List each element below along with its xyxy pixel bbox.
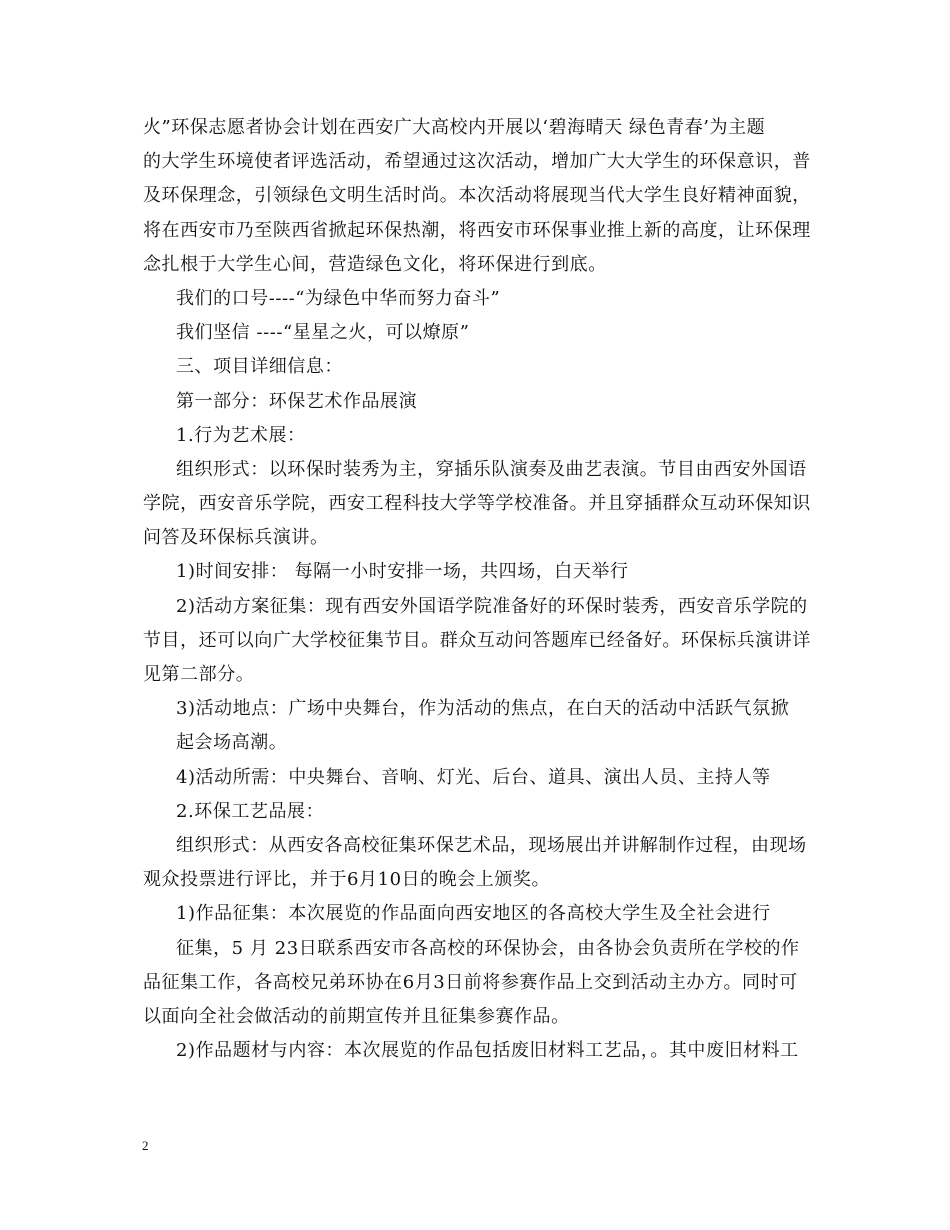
text-line: 学院，西安音乐学院，西安工程科技大学等学校准备。并且穿插群众互动环保知识 xyxy=(143,493,811,515)
text-line: 见第二部分。 xyxy=(143,664,255,685)
text-line: 火”环保志愿者协会计划在西安广大高校内开展以‘碧海晴天 绿色青春’为主题 xyxy=(143,117,766,138)
text-line: 组织形式：以环保时装秀为主，穿插乐队演奏及曲艺表演。节目由西安外国语 xyxy=(176,458,807,480)
text-line: 3)活动地点：广场中央舞台，作为活动的焦点，在白天的活动中活跃气氛掀 xyxy=(176,698,790,720)
text-line: 第一部分：环保艺术作品展演 xyxy=(176,390,418,412)
text-line: 品征集工作，各高校兄弟环协在6月3日前将参赛作品上交到活动主办方。同时可 xyxy=(143,971,798,993)
text-line: 我们的口号----“为绿色中华而努力奋斗” xyxy=(176,287,501,309)
body-text xyxy=(143,111,823,1068)
text-line: 的大学生环境使者评选活动，希望通过这次活动，增加广大大学生的环保意识，普 xyxy=(143,151,811,173)
text-line: 1)作品征集：本次展览的作品面向西安地区的各高校大学生及全社会进行 xyxy=(176,903,771,925)
text-line: 节目，还可以向广大学校征集节目。群众互动问答题库已经备好。环保标兵演讲详 xyxy=(143,629,811,651)
text-line: 将在西安市乃至陕西省掀起环保热潮，将西安市环保事业推上新的高度，让环保理 xyxy=(143,219,811,241)
text-line: 征集，5 月 23日联系西安市各高校的环保协会，由各协会负责所在学校的作 xyxy=(176,937,800,959)
page-number: 2 xyxy=(142,1138,149,1153)
text-line: 问答及环保标兵演讲。 xyxy=(143,527,329,549)
text-line: 起会场高潮。 xyxy=(176,732,288,754)
text-line: 1.行为艺术展： xyxy=(176,424,306,446)
text-line: 观众投票进行评比，并于6月10日的晚会上颁奖。 xyxy=(143,869,551,891)
text-line: 2)作品题材与内容：本次展览的作品包括废旧材料工艺品，。其中废旧材料工 xyxy=(176,1040,799,1062)
text-line: 1)时间安排： 每隔一小时安排一场，共四场，白天举行 xyxy=(176,561,629,583)
text-line: 我们坚信 ----“星星之火，可以燎原” xyxy=(176,322,470,344)
text-line: 以面向全社会做活动的前期宣传并且征集参赛作品。 xyxy=(143,1005,570,1027)
text-line: 2)活动方案征集：现有西安外国语学院准备好的环保时装秀，西安音乐学院的 xyxy=(176,595,808,617)
text-line: 组织形式：从西安各高校征集环保艺术品，现场展出并讲解制作过程，由现场 xyxy=(176,834,807,856)
text-line: 4)活动所需：中央舞台、音响、灯光、后台、道具、演出人员、主持人等 xyxy=(176,766,771,788)
text-line: 及环保理念，引领绿色文明生活时尚。本次活动将展现当代大学生良好精神面貌， xyxy=(143,185,811,207)
text-line: 念扎根于大学生心间，营造绿色文化，将环保进行到底。 xyxy=(143,253,607,275)
text-line: 2.环保工艺品展： xyxy=(176,800,325,822)
text-line: 三、项目详细信息： xyxy=(176,356,343,378)
